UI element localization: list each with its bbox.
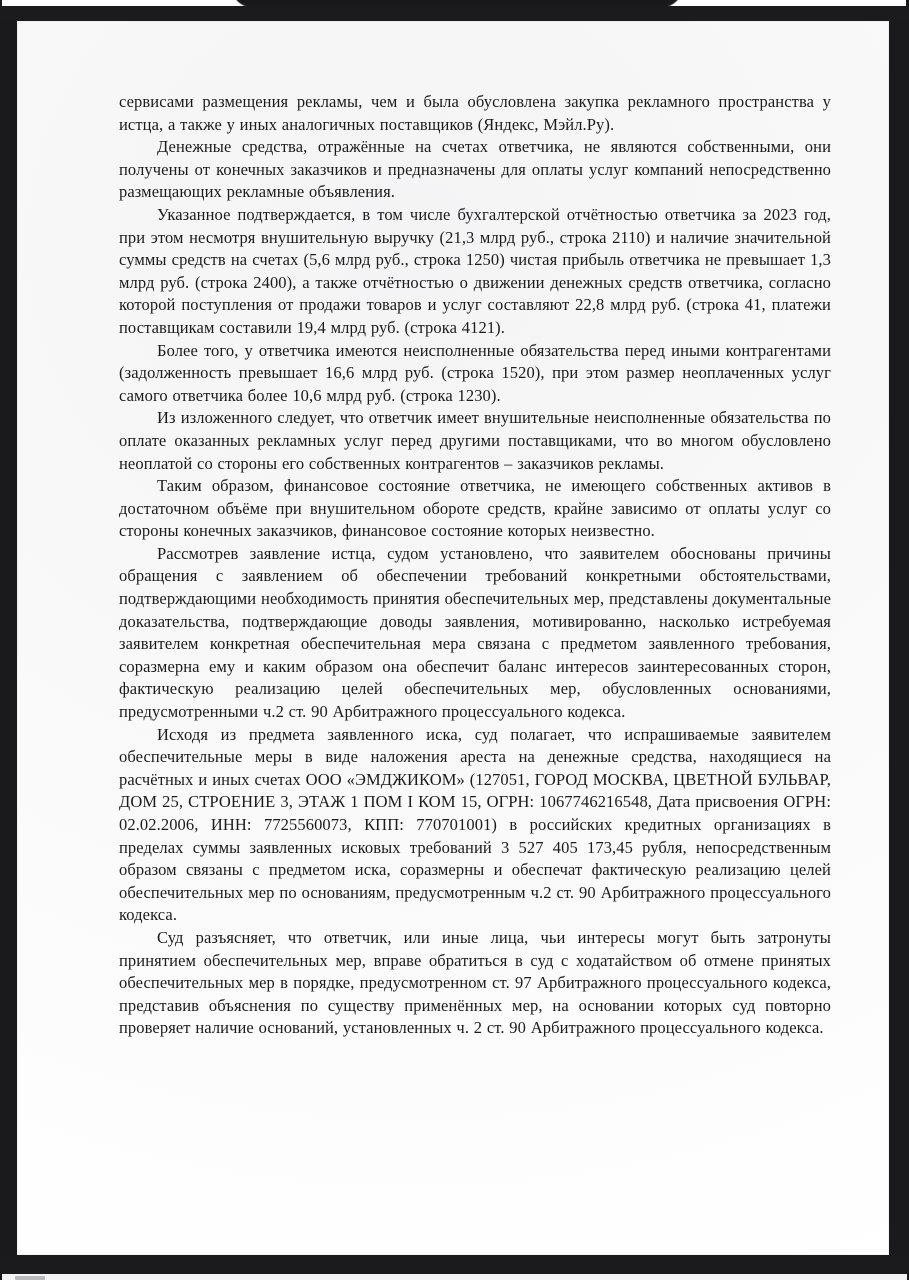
paragraph: Суд разъясняет, что ответчик, или иные лица, чьи интересы могут быть затронуты принятием обеспечительных мер, вправе обратиться в суд с ходатайством об отмене принятых обеспечительных мер в порядке, предусмотренном ст. 97 Арбитражного процессуального кодекса, представив объяснения по существу применённых мер, на основании которых суд повторно проверяет наличие оснований, установленных ч. 2 ст. 90 Арбитражного процессуального кодекса. bbox=[119, 927, 831, 1038]
paragraph: сервисами размещения рекламы, чем и была обусловлена закупка рекламного пространства у истца, а также у иных аналогичных поставщиков (Яндекс, Мэйл.Ру). bbox=[119, 92, 831, 134]
document-text bbox=[119, 91, 831, 1040]
paragraph: Указанное подтверждается, в том числе бухгалтерской отчётностью ответчика за 2023 год, при этом несмотря внушительную выручку (21,3 млрд руб., строка 2110) и наличие значительной суммы средств на счетах (5,6 млрд руб., строка 1250) чистая прибыль ответчика не превышает 1,3 млрд руб. (строка 2400), а также отчётностью о движении денежных средств ответчика, согласно которой поступления от продажи товаров и услуг составляют 22,8 млрд руб. (строка 41, платежи поставщикам составили 19,4 млрд руб. (строка 4121). bbox=[119, 204, 831, 337]
paragraph: Денежные средства, отражённые на счетах ответчика, не являются собственными, они получены от конечных заказчиков и предназначены для оплаты услуг компаний непосредственно размещающих рекламные объявления. bbox=[119, 137, 831, 202]
next-page-content-hint bbox=[15, 1276, 45, 1280]
paragraph: Исходя из предмета заявленного иска, суд полагает, что испрашиваемые заявителем обеспечительные меры в виде наложения ареста на денежные средства, находящиеся на расчётных и иных счетах ООО «ЭМДЖИКОМ» (127051, ГОРОД МОСКВА, ЦВЕТНОЙ БУЛЬВАР, ДОМ 25, СТРОЕНИЕ 3, ЭТАЖ 1 ПОМ I КОМ 15, ОГРН: 1067746216548, Дата присвоения ОГРН: 02.02.2006, ИНН: 7725560073, КПП: 770701001) в российских кредитных организациях в пределах суммы заявленных исковых требований 3 527 405 173,45 рубля, непосредственным образом связаны с предметом иска, соразмерны и обеспечат фактическую реализацию целей обеспечительных мер по основаниям, предусмотренным ч.2 ст. 90 Арбитражного процессуального кодекса. bbox=[119, 724, 831, 925]
paragraph: Таким образом, финансовое состояние ответчика, не имеющего собственных активов в достаточном объёме при внушительном обороте средств, крайне зависимо от оплаты услуг со стороны конечных заказчиков, финансовое состояние которых неизвестно. bbox=[119, 476, 831, 541]
paragraph: Рассмотрев заявление истца, судом установлено, что заявителем обоснованы причины обращения с заявлением об обеспечении требований конкретными обстоятельствами, подтверждающими необходимость принятия обеспечительных мер, представлены документальные доказательства, подтверждающие доводы заявления, мотивированно, насколько истребуемая заявителем конкретная обеспечительная мера связана с предметом заявленного требования, соразмерна ему и каким образом она обеспечит баланс интересов заинтересованных сторон, фактическую реализацию целей обеспечительных мер, обусловленных основаниями, предусмотренными ч.2 ст. 90 Арбитражного процессуального кодекса. bbox=[119, 543, 831, 722]
paragraph: Более того, у ответчика имеются неисполненные обязательства перед иными контрагентами (задолженность превышает 16,6 млрд руб. (строка 1520), при этом размер неоплаченных услуг самого ответчика более 10,6 млрд руб. (строка 1230). bbox=[119, 340, 831, 405]
page-gap bbox=[0, 6, 909, 21]
page-gap bbox=[0, 1255, 909, 1274]
paragraph: Из изложенного следует, что ответчик имеет внушительные неисполненные обязательства по оплате оказанных рекламных услуг перед другими поставщиками, что во многом обусловлено неоплатой со стороны его собственных контрагентов – заказчиков рекламы. bbox=[119, 408, 831, 473]
next-page-edge bbox=[2, 1274, 907, 1280]
document-page[interactable] bbox=[17, 21, 889, 1255]
